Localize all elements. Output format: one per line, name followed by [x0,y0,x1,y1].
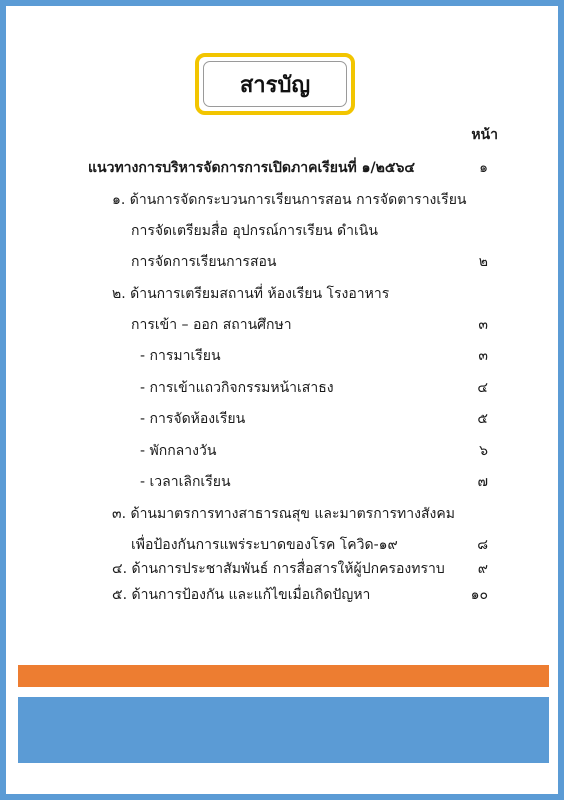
main-heading-page: ๑ [479,160,488,176]
toc-item-4-page: ๙ [477,561,488,577]
toc-item-3-line-1: ๓. ด้านมาตรการทางสาธารณสุข และมาตรการทางสังคม [112,506,455,522]
toc-item-2-line-1: ๒. ด้านการเตรียมสถานที่ ห้องเรียน โรงอาหาร [112,286,390,302]
toc-item-2-page: ๓ [478,317,488,333]
toc-item-5-page: ๑๐ [470,587,488,603]
toc-item-1-line-2: การจัดเตรียมสื่อ อุปกรณ์การเรียน ดำเนิน [131,223,378,239]
toc-item-5: ๕. ด้านการป้องกัน และแก้ไขเมื่อเกิดปัญหา [112,587,371,603]
toc-subitem-arrival: - การมาเรียน [140,348,221,364]
toc-subitem-dismissal: - เวลาเลิกเรียน [140,474,231,490]
toc-item-1-line-1: ๑. ด้านการจัดกระบวนการเรียนการสอน การจัดตารางเรียน [112,192,467,208]
page-column-header: หน้า [471,127,498,143]
toc-item-1-line-3: การจัดการเรียนการสอน [131,254,277,270]
title-box [195,53,355,115]
toc-subitem-flag-assembly-page: ๔ [477,380,488,396]
footer-blue-bar [18,697,549,763]
toc-subitem-arrival-page: ๓ [478,348,488,364]
page-title: สารบัญ [239,72,311,98]
toc-item-2-line-2: การเข้า – ออก สถานศึกษา [131,317,292,333]
toc-item-3-page: ๘ [477,537,488,553]
toc-item-4: ๔. ด้านการประชาสัมพันธ์ การสื่อสารให้ผู้ปกครองทราบ [112,561,445,577]
toc-subitem-classroom: - การจัดห้องเรียน [140,411,246,427]
toc-subitem-lunch-page: ๖ [479,443,488,459]
toc-subitem-classroom-page: ๕ [477,411,488,427]
footer-orange-bar [18,665,549,687]
main-heading: แนวทางการบริหารจัดการการเปิดภาคเรียนที่ ๑/๒๕๖๔ [88,160,415,176]
toc-subitem-lunch: - พักกลางวัน [140,443,217,459]
toc-subitem-dismissal-page: ๗ [477,474,488,490]
toc-subitem-flag-assembly: - การเข้าแถวกิจกรรมหน้าเสาธง [140,380,334,396]
title-inner-frame [203,61,347,107]
toc-item-3-line-2: เพื่อป้องกันการแพร่ระบาดของโรค โควิด-๑๙ [131,537,398,553]
toc-item-1-page: ๒ [478,254,488,270]
